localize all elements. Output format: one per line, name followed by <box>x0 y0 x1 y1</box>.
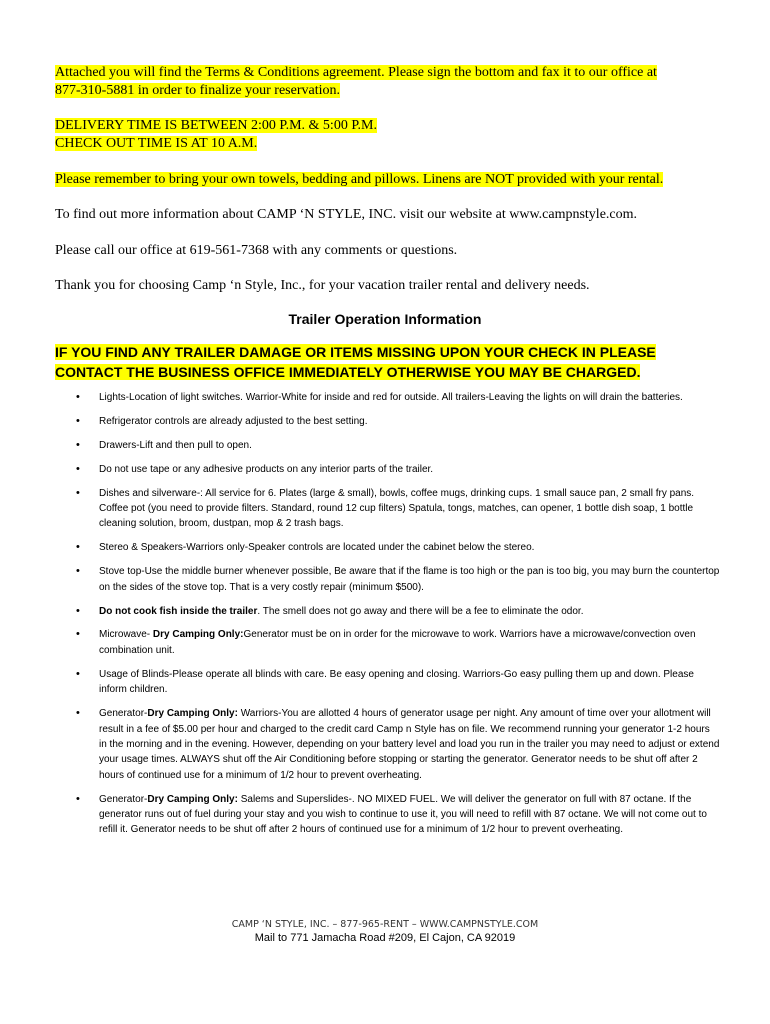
list-item <box>60 540 720 555</box>
attached-notice <box>55 64 725 100</box>
section-title: Trailer Operation Information <box>288 311 482 327</box>
list-item <box>60 604 720 619</box>
warning-line-1: IF YOU FIND ANY TRAILER DAMAGE OR ITEMS MISSING UPON YOUR CHECK IN PLEASE <box>55 344 656 360</box>
item-text: Do not use tape or any adhesive products on any interior parts of the trailer. <box>99 463 434 475</box>
website-line: To find out more information about CAMP ‘N STYLE, INC. visit our website at www.campnstyle.com. <box>55 207 638 222</box>
footer-company-line: CAMP ‘N STYLE, INC. – 877-965-RENT – WWW.CAMPNSTYLE.COM <box>231 919 539 930</box>
list-item <box>60 667 720 698</box>
list-item <box>60 792 720 838</box>
list-item <box>60 564 720 595</box>
item-text: Drawers-Lift and then pull to open. <box>99 439 252 451</box>
list-item <box>60 390 720 405</box>
damage-warning <box>55 342 725 382</box>
item-text: Stereo & Speakers-Warriors only-Speaker controls are located under the cabinet below the stereo. <box>99 542 535 554</box>
operation-items-list <box>60 390 720 838</box>
list-item <box>60 414 720 429</box>
attached-line-2: 877-310-5881 in order to finalize your reservation. <box>55 83 340 98</box>
item-prefix: Microwave- <box>99 629 153 641</box>
list-item <box>60 627 720 658</box>
item-text: Warriors-You are allotted 4 hours of generator usage per night. Any amount of time over your allotment will result in a fee of $5.00 per hour and charged to the credit card Camp n Style has on file. We recommend running your generator 1-2 hours in the morning and in the evening. However, depending on your battery level and load you run in the trailer you may need to adjust or extend your usage times. ALWAYS shut off the Air Conditioning before stopping or starting the generator. Generator needs to be shut off after 2 hours of continued use for a minimum of 1/2 hour to prevent overheating. <box>99 708 720 781</box>
footer-mail-address: Mail to 771 Jamacha Road #209, El Cajon, CA 92019 <box>254 932 516 944</box>
item-text: Dishes and silverware-: All service for 6. Plates (large & small), bowls, coffee mugs, drinking cups. 1 small sauce pan, 2 small fry pans. Coffee pot (you need to provide filters. Standard, round 12 cup filters) Spatula, tongs, matches, can opener, 1 bottle dish soap, 1 bottle cleaning solution, broom, dustpan, mop & 2 trash bags. <box>99 487 695 530</box>
warning-line-2: CONTACT THE BUSINESS OFFICE IMMEDIATELY OTHERWISE YOU MAY BE CHARGED. <box>55 364 641 380</box>
call-line: Please call our office at 619-561-7368 with any comments or questions. <box>55 243 458 258</box>
item-text: Usage of Blinds-Please operate all blinds with care. Be easy opening and closing. Warriors-Go easy pulling them up and down. Please inform children. <box>99 668 694 696</box>
item-bold-text: Do not cook fish inside the trailer <box>99 605 258 617</box>
linens-notice <box>55 171 725 189</box>
item-bold-text: Dry Camping Only: <box>147 793 238 805</box>
thanks-line: Thank you for choosing Camp ‘n Style, Inc., for your vacation trailer rental and delivery needs. <box>55 278 590 293</box>
attached-line-1: Attached you will find the Terms & Conditions agreement. Please sign the bottom and fax it to our office at <box>55 65 657 80</box>
item-text: Lights-Location of light switches. Warrior-White for inside and red for outside. All trailers-Leaving the lights on will drain the batteries. <box>99 392 683 403</box>
item-text: . The smell does not go away and there will be a fee to eliminate the odor. <box>257 605 584 617</box>
times-notice <box>55 117 725 153</box>
delivery-time: DELIVERY TIME IS BETWEEN 2:00 P.M. & 5:00 P.M. <box>55 118 378 133</box>
item-prefix: Generator- <box>99 708 148 720</box>
item-text: Generator must be on in order for the microwave to work. Warriors have a microwave/convection oven combination unit. <box>99 629 696 656</box>
checkout-time: CHECK OUT TIME IS AT 10 A.M. <box>55 136 258 151</box>
item-text: Stove top-Use the middle burner whenever possible, Be aware that if the flame is too high or the pan is too big, you may burn the countertop on the sides of the stove top. That is a very costly repair (minimum $500). <box>99 566 720 593</box>
list-item <box>60 438 720 453</box>
list-item <box>60 486 720 532</box>
item-bold-text: Dry Camping Only: <box>152 629 244 641</box>
item-text: Salems and Superslides-. NO MIXED FUEL. We will deliver the generator on full with 87 octane. If the generator runs out of fuel during your stay and you wish to continue to use it, you will need to refill with 87 octane. We will not come out to refill it. Generator needs to be shut off after 2 hours of continued use for a minimum of 1/2 hour to prevent overheating. <box>99 793 707 836</box>
linens-text: Please remember to bring your own towels, bedding and pillows. Linens are NOT provided with your rental. <box>55 172 664 187</box>
item-prefix: Generator- <box>99 793 148 805</box>
item-bold-text: Dry Camping Only: <box>147 708 238 720</box>
list-item <box>60 462 720 477</box>
list-item <box>60 706 720 783</box>
item-text: Refrigerator controls are already adjusted to the best setting. <box>99 415 368 427</box>
